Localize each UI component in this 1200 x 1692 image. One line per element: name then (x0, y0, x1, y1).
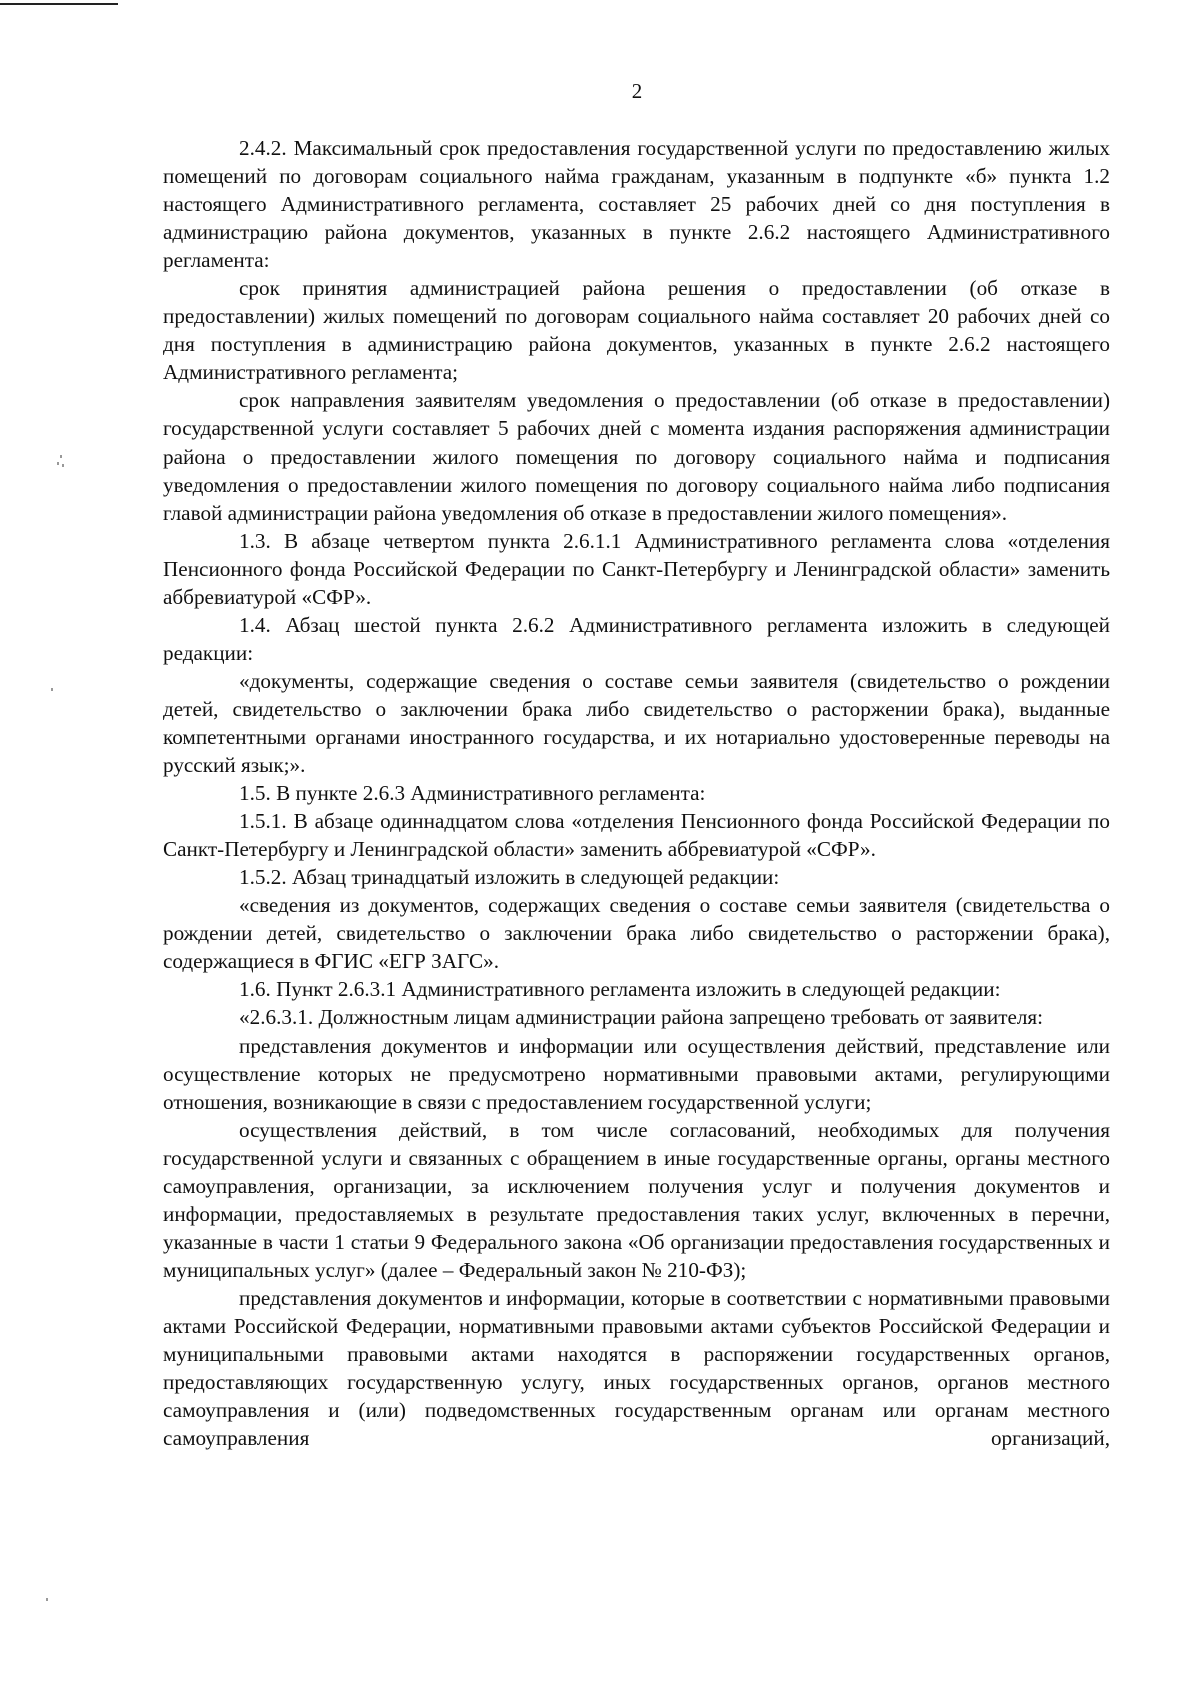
paragraph-1-6: 1.6. Пункт 2.6.3.1 Административного регламента изложить в следующей редакции: (239, 977, 1001, 1002)
paragraph-1-5-1: 1.5.1. В абзаце одиннадцатом слова «отделения Пенсионного фонда Российской Федерации по Санкт-Петербургу и Ленинградской области» заменить аббревиатурой «СФР». (163, 809, 1110, 862)
paragraph-1-5: 1.5. В пункте 2.6.3 Административного регламента: (239, 781, 706, 806)
paragraph-2-4-2: 2.4.2. Максимальный срок предоставления государственной услуги по предоставлению жилых помещений по договорам социального найма гражданам, указанным в подпункте «б» пункта 1.2 настоящего Административного регламента, составляет 25 рабочих дней со дня поступления в администрацию района документов, указанных в пункте 2.6.2 настоящего Административного регламента: (163, 136, 1110, 273)
paragraph-notification-term: срок направления заявителям уведомления о предоставлении (об отказе в предоставлении) государственной услуги составляет 5 рабочих дней с момента издания распоряжения администрации района о предоставлении жилого помещения по договору социального найма и подписания уведомления о предоставлении жилого помещения по договору социального найма либо подписания главой администрации района уведомления об отказе в предоставлении жилого помещения». (163, 388, 1110, 525)
page-number: 2 (631, 79, 643, 103)
paragraph-prohibition-2: осуществления действий, в том числе согласований, необходимых для получения государственной услуги и связанных с обращением в иные государственные органы, органы местного самоуправления, организации, за исключением получения услуг и получения документов и информации, предоставляемых в результате предоставления таких услуг, включенных в перечни, указанные в части 1 статьи 9 Федерального закона «Об организации предоставления государственных и муниципальных услуг» (далее – Федеральный закон № 210-ФЗ); (163, 1117, 1110, 1282)
paragraph-prohibition-1: представления документов и информации или осуществления действий, представление или осуществление которых не предусмотрено нормативными правовыми актами, регулирующими отношения, возникающие в связи с предоставлением государственной услуги; (163, 1033, 1110, 1114)
paragraph-prohibition-3: представления документов и информации, которые в соответствии с нормативными правовыми актами Российской Федерации, нормативными правовыми актами субъектов Российской Федерации и муниципальными правовыми актами находятся в распоряжении государственных органов, предоставляющих государственную услугу, иных государственных органов, органов местного самоуправления и (или) подведомственных государственным органам или органам местного самоуправления организаций, (163, 1285, 1110, 1451)
paragraph-egr-zags-quote: «сведения из документов, содержащих сведения о составе семьи заявителя (свидетельства о рождении детей, свидетельство о заключении брака либо свидетельство о расторжении брака), содержащиеся в ФГИС «ЕГР ЗАГС». (163, 893, 1110, 974)
paragraph-1-3: 1.3. В абзаце четвертом пункта 2.6.1.1 Административного регламента слова «отделения Пенсионного фонда Российской Федерации по Санкт-Петербургу и Ленинградской области» заменить аббревиатурой «СФР». (163, 528, 1110, 609)
paragraph-decision-term: срок принятия администрацией района решения о предоставлении (об отказе в предоставлении) жилых помещений по договорам социального найма составляет 20 рабочих дней со дня поступления в администрацию района документов, указанных в пункте 2.6.2 настоящего Административного регламента; (163, 276, 1110, 385)
paragraph-1-4: 1.4. Абзац шестой пункта 2.6.2 Административного регламента изложить в следующей редакции: (163, 612, 1110, 665)
paragraph-1-5-2: 1.5.2. Абзац тринадцатый изложить в следующей редакции: (239, 865, 780, 890)
document-body (163, 134, 1110, 1452)
header-rule (0, 3, 118, 5)
margin-speck (46, 1598, 48, 1601)
margin-speck (51, 688, 53, 691)
paragraph-documents-quote: «документы, содержащие сведения о составе семьи заявителя (свидетельство о рождении детей, свидетельство о заключении брака либо свидетельство о расторжении брака), выданные компетентными органами иностранного государства, и их нотариально удостоверенные переводы на русский язык;». (163, 668, 1110, 778)
margin-scan-mark (56, 455, 64, 469)
paragraph-2-6-3-1: «2.6.3.1. Должностным лицам администрации района запрещено требовать от заявителя: (239, 1005, 1044, 1030)
